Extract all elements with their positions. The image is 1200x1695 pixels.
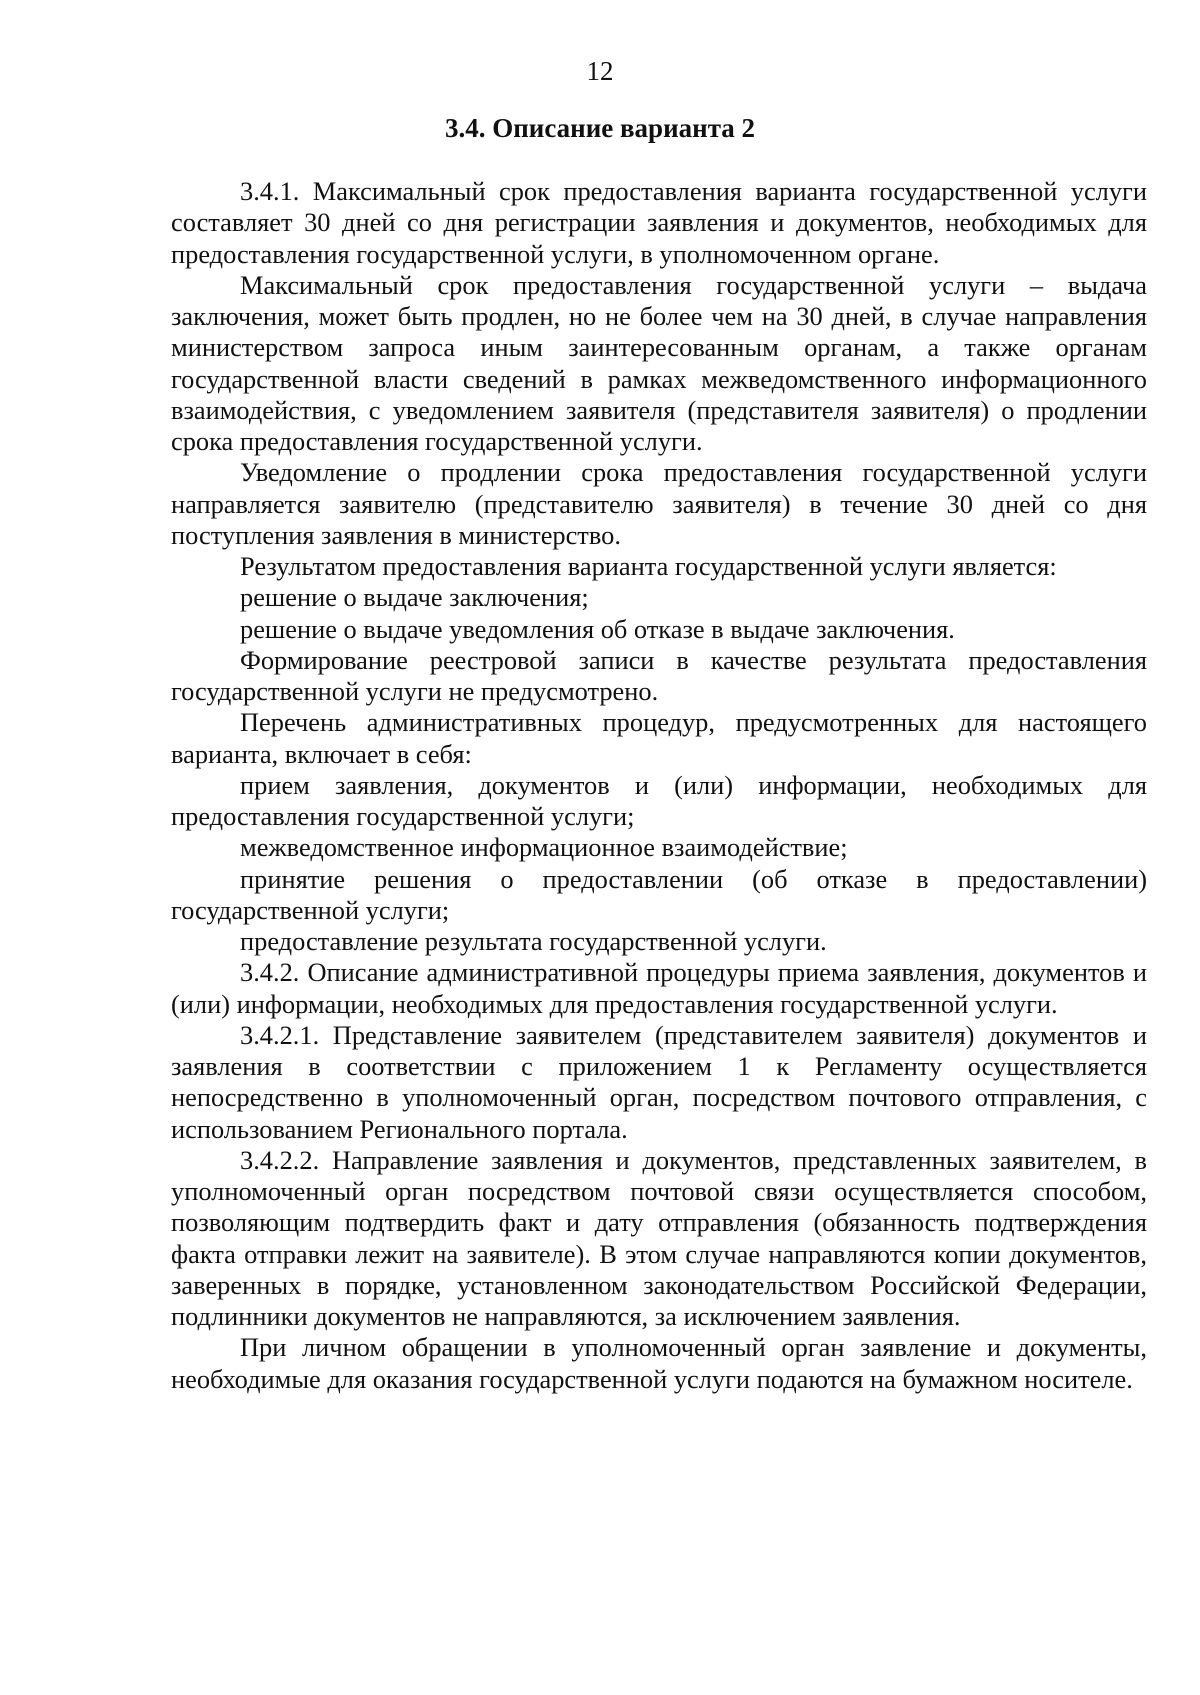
paragraph-procedures-intro: Перечень административных процедур, предусмотренных для настоящего варианта, включает в себя: <box>171 707 1147 769</box>
document-body <box>171 176 1147 1395</box>
section-title: 3.4. Описание варианта 2 <box>444 113 756 143</box>
page-number: 12 <box>586 56 614 86</box>
paragraph-result-item: решение о выдаче заключения; <box>240 582 589 613</box>
paragraph-3-4-2: 3.4.2. Описание административной процедуры приема заявления, документов и (или) информации, необходимых для предоставления государственной услуги. <box>171 957 1147 1019</box>
paragraph-result-intro: Результатом предоставления варианта государственной услуги является: <box>240 551 1057 581</box>
paragraph-procedure-item: межведомственное информационное взаимодействие; <box>240 832 848 863</box>
paragraph-registry: Формирование реестровой записи в качестве результата предоставления государственной услуги не предусмотрено. <box>171 644 1147 706</box>
paragraph-personal-submission: При личном обращении в уполномоченный орган заявление и документы, необходимые для оказания государственной услуги подаются на бумажном носителе. <box>171 1332 1147 1394</box>
paragraph-notification: Уведомление о продлении срока предоставления государственной услуги направляется заявителю (представителю заявителя) в течение 30 дней со дня поступления заявления в министерство. <box>171 457 1147 550</box>
paragraph-result-item: решение о выдаче уведомления об отказе в выдаче заключения. <box>240 613 955 644</box>
paragraph-3-4-1: 3.4.1. Максимальный срок предоставления варианта государственной услуги составляет 30 дней со дня регистрации заявления и документов, необходимых для предоставления государственной услуги, в уполномоченном органе. <box>171 176 1147 269</box>
paragraph-procedure-item: прием заявления, документов и (или) информации, необходимых для предоставления государственной услуги; <box>171 769 1147 831</box>
paragraph-procedure-item: принятие решения о предоставлении (об отказе в предоставлении) государственной услуги; <box>171 863 1147 925</box>
paragraph-3-4-2-2: 3.4.2.2. Направление заявления и документов, представленных заявителем, в уполномоченный орган посредством почтовой связи осуществляется способом, позволяющим подтвердить факт и дату отправления (обязанность подтверждения факта отправки лежит на заявителе). В этом случае направляются копии документов, заверенных в порядке, установленном законодательством Российской Федерации, подлинники документов не направляются, за исключением заявления. <box>171 1144 1147 1331</box>
paragraph-3-4-2-1: 3.4.2.1. Представление заявителем (представителем заявителя) документов и заявления в соответствии с приложением 1 к Регламенту осуществляется непосредственно в уполномоченный орган, посредством почтового отправления, с использованием Регионального портала. <box>171 1019 1147 1144</box>
paragraph-extension: Максимальный срок предоставления государственной услуги – выдача заключения, может быть продлен, но не более чем на 30 дней, в случае направления министерством запроса иным заинтересованным органам, а также органам государственной власти сведений в рамках межведомственного информационного взаимодействия, с уведомлением заявителя (представителя заявителя) о продлении срока предоставления государственной услуги. <box>171 269 1147 456</box>
paragraph-procedure-item: предоставление результата государственной услуги. <box>240 926 827 956</box>
